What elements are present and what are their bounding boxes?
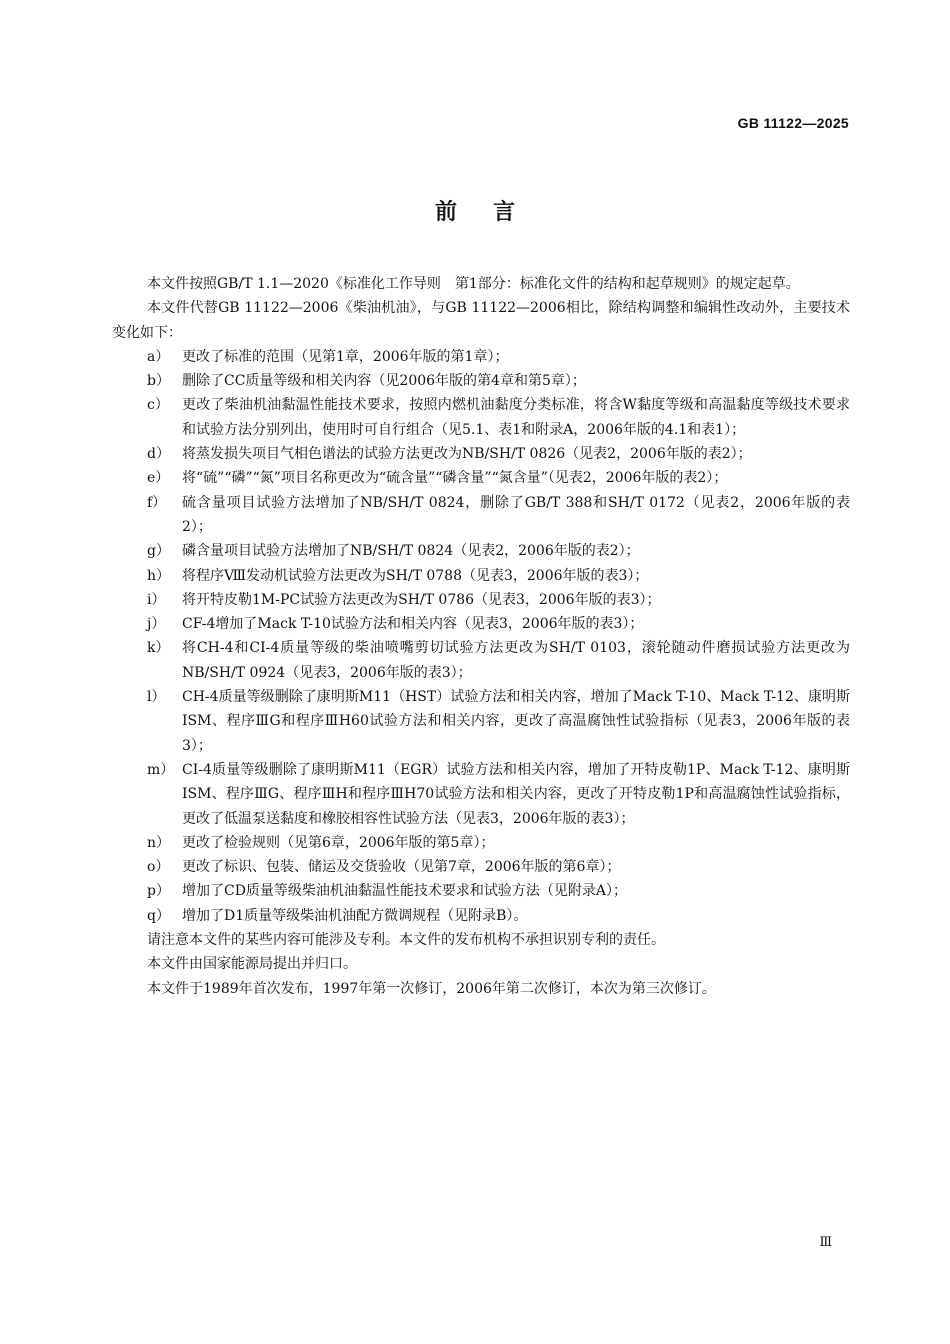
list-item-label: l） [147,689,166,706]
list-item-label: c） [147,397,169,414]
list-item-text: 将“硫”“磷”“氮”项目名称更改为“硫含量”“磷含量”“氮含量”（见表2，2006年版的表2）； [182,470,728,487]
document-code: GB 11122—2025 [737,115,849,131]
list-item-label: i） [147,591,166,608]
list-item [112,685,850,758]
list-item-text: 增加了D1质量等级柴油机油配方微调规程（见附录B）。 [182,907,528,924]
list-item-label: m） [147,761,175,778]
list-item [112,904,850,928]
list-item-label: a） [147,348,170,365]
page-title: 前言 [434,200,551,225]
list-item [112,393,850,442]
list-item-label: k） [147,640,170,657]
list-item [112,588,850,612]
list-item-text: CF-4增加了Mack T-10试验方法和相关内容（见表3，2006年版的表3）； [182,616,644,633]
list-item-label: b） [147,373,170,390]
list-item [112,442,850,466]
list-item-text: CH-4质量等级删除了康明斯M11（HST）试验方法和相关内容，增加了Mack T-10、Mack T-12、康明斯ISM、程序ⅢG和程序ⅢH60试验方法和相关内容，更改了高温腐蚀性试验指标（见表3，2006年版的表3）； [182,689,850,754]
list-item [112,491,850,540]
list-item [112,758,850,831]
list-item-text: 将程序Ⅷ发动机试验方法更改为SH/T 0788（见表3，2006年版的表3）； [182,567,649,584]
list-item-text: 更改了柴油机油黏温性能技术要求，按照内燃机油黏度分类标准，将含W黏度等级和高温黏度等级技术要求和试验方法分别列出，使用时可自行组合（见5.1、表1和附录A，2006年版的4.1和表1）； [182,397,850,438]
list-item-label: q） [147,907,170,924]
foreword-body [112,272,850,1001]
list-item [112,855,850,879]
list-item-text: CI-4质量等级删除了康明斯M11（EGR）试验方法和相关内容，增加了开特皮勒1P、Mack T-12、康明斯ISM、程序ⅢG、程序ⅢH和程序ⅢH70试验方法和相关内容，更改了开特皮勒1P和高温腐蚀性试验指标，更改了低温泵送黏度和橡胶相容性试验方法（见表3，2006年版的表3）； [182,761,850,827]
list-item-label: e） [147,470,170,487]
list-item [112,564,850,588]
list-item-text: 将蒸发损失项目气相色谱法的试验方法更改为NB/SH/T 0826（见表2，2006年版的表2）； [182,446,752,463]
paragraph-history: 本文件于1989年首次发布，1997年第一次修订，2006年第二次修订，本次为第三次修订。 [147,980,716,997]
list-item [112,831,850,855]
list-item-text: 更改了标识、包装、储运及交货验收（见第7章，2006年版的第6章）； [182,859,621,876]
list-item-text: 更改了检验规则（见第6章，2006年版的第5章）； [182,834,495,851]
list-item [112,345,850,369]
list-item-label: g） [147,543,170,560]
list-item-text: 删除了CC质量等级和相关内容（见2006年版的第4章和第5章）； [182,373,586,390]
paragraph-proposer: 本文件由国家能源局提出并归口。 [147,956,357,973]
list-item-text: 将开特皮勒1M-PC试验方法更改为SH/T 0786（见表3，2006年版的表3）； [182,591,661,608]
list-item [112,369,850,393]
list-item-text: 将CH-4和CI-4质量等级的柴油喷嘴剪切试验方法更改为SH/T 0103，滚轮随动件磨损试验方法更改为NB/SH/T 0924（见表3，2006年版的表3）； [182,640,850,681]
list-item-label: o） [147,859,170,876]
list-item-label: h） [147,567,171,584]
list-item-label: d） [147,446,170,463]
paragraph-replaces: 本文件代替GB 11122—2006《柴油机油》，与GB 11122—2006相比，除结构调整和编辑性改动外，主要技术变化如下： [112,300,850,341]
list-item [112,636,850,685]
list-item-label: f） [147,494,167,511]
list-item-label: j） [147,616,166,633]
list-item-text: 硫含量项目试验方法增加了NB/SH/T 0824，删除了GB/T 388和SH/T 0172（见表2，2006年版的表2）； [182,494,850,535]
list-item [112,539,850,563]
list-item-label: p） [147,883,170,900]
list-item-text: 增加了CD质量等级柴油机油黏温性能技术要求和试验方法（见附录A）； [182,883,628,900]
paragraph-patent-notice: 请注意本文件的某些内容可能涉及专利。本文件的发布机构不承担识别专利的责任。 [147,932,665,949]
list-item [112,466,850,490]
list-item [112,879,850,903]
paragraph-drafting-rules: 本文件按照GB/T 1.1—2020《标准化工作导则 第1部分：标准化文件的结构和起草规则》的规定起草。 [147,276,800,292]
list-item-text: 更改了标准的范围（见第1章，2006年版的第1章）； [182,348,509,365]
list-item-label: n） [147,834,171,851]
list-item-text: 磷含量项目试验方法增加了NB/SH/T 0824（见表2，2006年版的表2）； [182,543,640,560]
list-item [112,612,850,636]
page-number: Ⅲ [819,1235,832,1250]
